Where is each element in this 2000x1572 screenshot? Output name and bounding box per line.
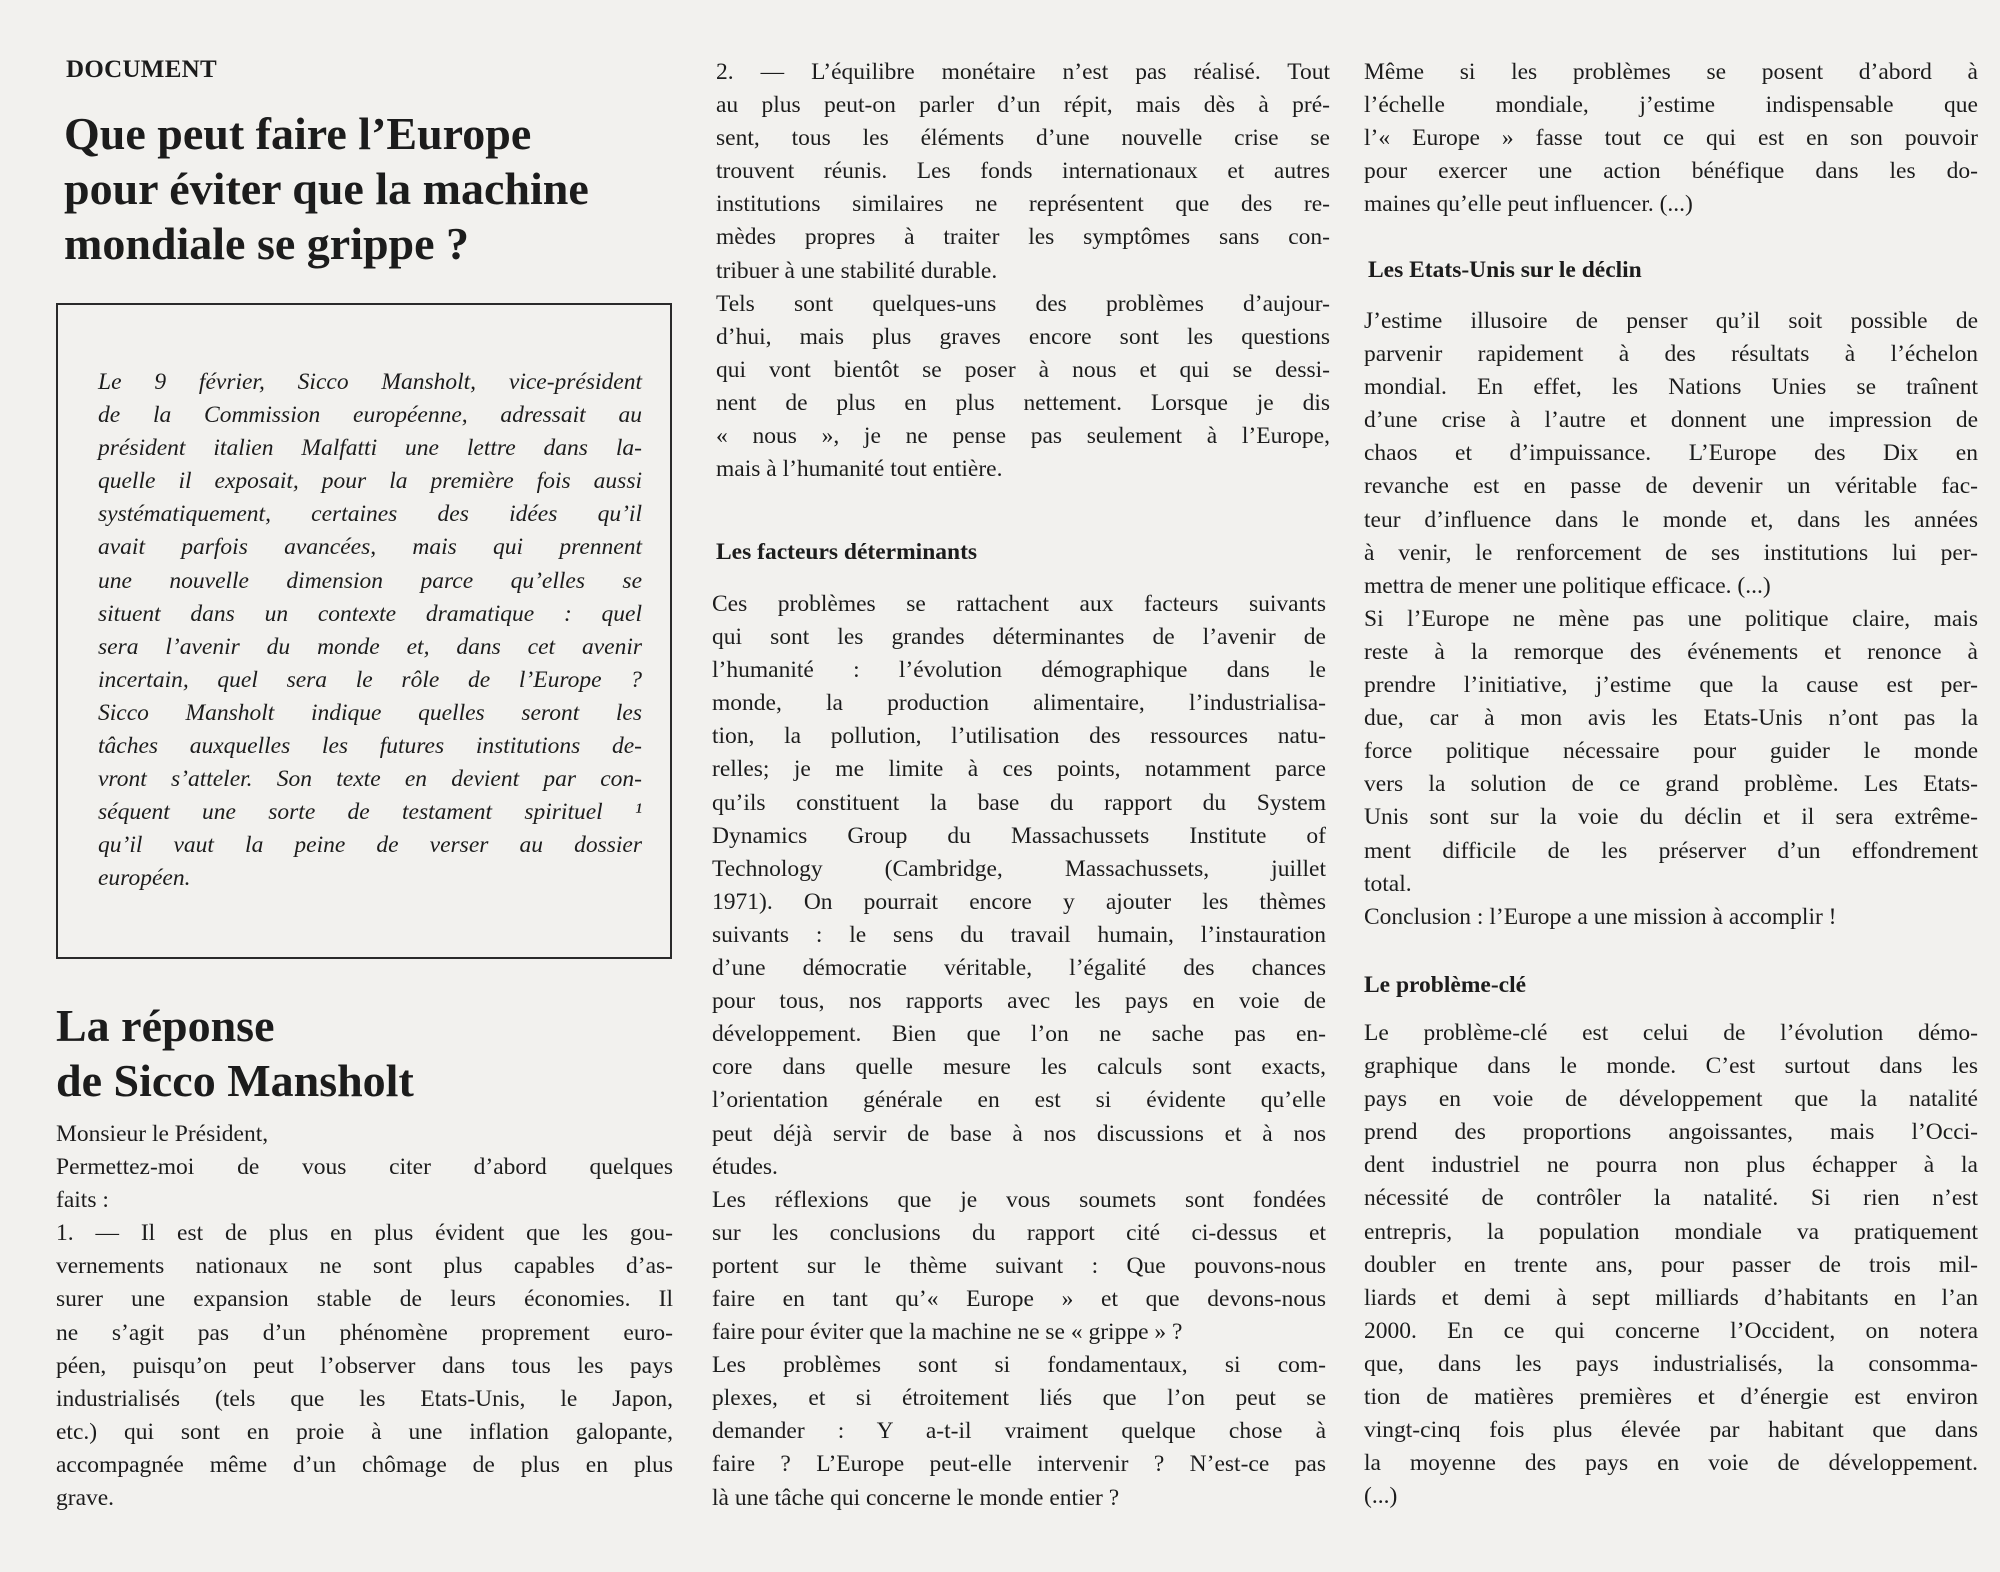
text-line: vers la solution de ce grand problème. Les Etats- xyxy=(1364,771,1978,798)
intro-box xyxy=(56,303,672,959)
intro-text xyxy=(98,366,642,896)
text-line: due, car à mon avis les Etats-Unis n’ont pas la xyxy=(1364,705,1978,732)
text-line: Monsieur le Président, xyxy=(56,1121,269,1147)
text-line: teur d’influence dans le monde et, dans les années xyxy=(1364,506,1978,533)
heading-probleme-cle: Le problème-clé xyxy=(1364,972,1527,998)
text-line: vingt-cinq fois plus élevée par habitant que dans xyxy=(1364,1417,1978,1444)
text-line: la moyenne des pays en voie de développement. xyxy=(1364,1450,1978,1477)
text-line: à venir, le renforcement de ses institutions lui per- xyxy=(1364,539,1978,566)
subtitle xyxy=(56,998,676,1108)
text-line: monde, la production alimentaire, l’industrialisa- xyxy=(712,690,1326,717)
text-line: sera l’avenir du monde et, dans cet avenir xyxy=(98,633,642,660)
text-line: ne s’agit pas d’un phénomène proprement euro- xyxy=(56,1319,673,1346)
text-line: Si l’Europe ne mène pas une politique claire, mais xyxy=(1364,605,1978,632)
text-line: peut déjà servir de base à nos discussions et à nos xyxy=(712,1120,1326,1147)
text-line: prend des proportions angoissantes, mais l’Occi- xyxy=(1364,1119,1978,1146)
text-line: core dans quelle mesure les calculs sont exacts, xyxy=(712,1054,1326,1081)
text-line: (...) xyxy=(1364,1483,1398,1510)
text-line: sent, tous les éléments d’une nouvelle crise se xyxy=(716,125,1330,152)
text-line: trouvent réunis. Les fonds internationaux et autres xyxy=(716,158,1330,185)
text-line: l’« Europe » fasse tout ce qui est en son pouvoir xyxy=(1364,125,1978,152)
text-line: prendre l’initiative, j’estime que la cause est per- xyxy=(1364,672,1978,699)
text-line: La réponse xyxy=(56,1000,275,1051)
text-line: que, dans les pays industrialisés, la consomma- xyxy=(1364,1350,1978,1377)
text-line: là une tâche qui concerne le monde entier ? xyxy=(712,1484,1120,1511)
text-line: graphique dans le monde. C’est surtout dans les xyxy=(1364,1053,1978,1080)
text-line: industrialisés (tels que les Etats-Unis, le Japon, xyxy=(56,1385,673,1412)
body-text-col2-top xyxy=(716,56,1330,486)
text-line: une nouvelle dimension parce qu’elles se xyxy=(98,567,642,594)
text-line: tribuer à une stabilité durable. xyxy=(716,257,998,284)
text-line: qu’il vaut la peine de verser au dossier xyxy=(98,832,642,859)
heading-etats-unis: Les Etats-Unis sur le déclin xyxy=(1368,257,1642,283)
text-line: séquent une sorte de testament spirituel ¹ xyxy=(98,799,642,826)
text-line: tâches auxquelles les futures institutions de- xyxy=(98,733,642,760)
text-line: faire en tant qu’« Europe » et que devons-nous xyxy=(712,1285,1326,1312)
text-line: reste à la remorque des événements et renonce à xyxy=(1364,638,1978,665)
body-text-col3-mid xyxy=(1364,305,1978,934)
text-line: Technology (Cambridge, Massachussets, juillet xyxy=(712,855,1326,882)
text-line: mèdes propres à traiter les symptômes sans con- xyxy=(716,224,1330,251)
text-line: total. xyxy=(1364,870,1412,897)
text-line: incertain, quel sera le rôle de l’Europe ? xyxy=(98,666,642,693)
text-line: Le 9 février, Sicco Mansholt, vice-président xyxy=(98,369,642,395)
text-line: mais à l’humanité tout entière. xyxy=(716,456,1003,483)
section-kicker: DOCUMENT xyxy=(66,56,218,83)
text-line: d’hui, mais plus graves encore sont les questions xyxy=(716,323,1330,350)
text-line: qui sont les grandes déterminantes de l’avenir de xyxy=(712,624,1326,651)
text-line: quelle il exposait, pour la première fois aussi xyxy=(98,468,642,495)
text-line: mettra de mener une politique efficace. (...) xyxy=(1364,572,1771,599)
text-line: études. xyxy=(712,1153,778,1180)
text-line: mondiale se grippe ? xyxy=(64,218,470,269)
text-line: l’orientation générale en est si évidente qu’elle xyxy=(712,1087,1326,1114)
text-line: tion de matières premières et d’énergie est environ xyxy=(1364,1384,1978,1411)
text-line: pays en voie de développement que la natalité xyxy=(1364,1086,1978,1113)
text-line: Le problème-clé est celui de l’évolution démo- xyxy=(1364,1020,1978,1046)
body-text-col1 xyxy=(56,1118,673,1515)
text-line: 1. — Il est de plus en plus évident que les gou- xyxy=(56,1220,673,1247)
text-line: Même si les problèmes se posent d’abord à xyxy=(1364,59,1978,85)
text-line: président italien Malfatti une lettre dans la- xyxy=(98,435,642,462)
text-line: Dynamics Group du Massachussets Institute of xyxy=(712,822,1326,849)
text-line: nent de plus en plus nettement. Lorsque je dis xyxy=(716,389,1330,416)
heading-facteurs: Les facteurs déterminants xyxy=(716,539,978,565)
body-text-col3-top xyxy=(1364,56,1978,221)
main-title xyxy=(64,106,684,271)
text-line: Sicco Mansholt indique quelles seront les xyxy=(98,699,642,726)
text-line: Que peut faire l’Europe xyxy=(64,108,532,159)
text-line: mondial. En effet, les Nations Unies se traînent xyxy=(1364,374,1978,401)
text-line: suivants : le sens du travail humain, l’instauration xyxy=(712,921,1326,948)
text-line: portent sur le thème suivant : Que pouvons-nous xyxy=(712,1252,1326,1279)
text-line: d’une démocratie véritable, l’égalité des chances xyxy=(712,955,1326,982)
text-line: avait parfois avancées, mais qui prennent xyxy=(98,534,642,561)
text-line: de Sicco Mansholt xyxy=(56,1055,414,1106)
text-line: demander : Y a-t-il vraiment quelque chose à xyxy=(712,1418,1326,1445)
text-line: force politique nécessaire pour guider le monde xyxy=(1364,738,1978,765)
text-line: dent industriel ne pourra non plus échapper à la xyxy=(1364,1152,1978,1179)
text-line: revanche est en passe de devenir un véritable fac- xyxy=(1364,473,1978,500)
body-text-col2 xyxy=(712,588,1326,1515)
text-line: faire ? L’Europe peut-elle intervenir ? N’est-ce pas xyxy=(712,1451,1326,1478)
text-line: institutions similaires ne représentent que des re- xyxy=(716,191,1330,218)
text-line: Conclusion : l’Europe a une mission à accomplir ! xyxy=(1364,903,1837,930)
text-line: Permettez-moi de vous citer d’abord quelques xyxy=(56,1154,673,1181)
text-line: 2000. En ce qui concerne l’Occident, on notera xyxy=(1364,1317,1978,1344)
text-line: au plus peut-on parler d’un répit, mais dès à pré- xyxy=(716,92,1330,119)
text-line: pour tous, nos rapports avec les pays en voie de xyxy=(712,988,1326,1015)
text-line: « nous », je ne pense pas seulement à l’Europe, xyxy=(716,423,1330,450)
text-line: chaos et d’impuissance. L’Europe des Dix en xyxy=(1364,440,1978,467)
text-line: Les problèmes sont si fondamentaux, si com- xyxy=(712,1352,1326,1379)
text-line: faire pour éviter que la machine ne se « grippe » ? xyxy=(712,1319,1183,1346)
text-line: qu’ils constituent la base du rapport du System xyxy=(712,789,1326,816)
text-line: doubler en trente ans, pour passer de trois mil- xyxy=(1364,1251,1978,1278)
text-line: nécessité de contrôler la natalité. Si rien n’est xyxy=(1364,1185,1978,1212)
text-line: l’humanité : l’évolution démographique dans le xyxy=(712,657,1326,684)
text-line: systématiquement, certaines des idées qu’il xyxy=(98,501,642,528)
text-line: situent dans un contexte dramatique : quel xyxy=(98,600,642,627)
text-line: Unis sont sur la voie du déclin et il sera extrême- xyxy=(1364,804,1978,831)
text-line: de la Commission européenne, adressait au xyxy=(98,402,642,429)
text-line: sur les conclusions du rapport cité ci-dessus et xyxy=(712,1219,1326,1246)
text-line: faits : xyxy=(56,1187,109,1214)
body-text-col3-bottom xyxy=(1364,1017,1978,1513)
text-line: européen. xyxy=(98,865,191,892)
text-line: tion, la pollution, l’utilisation des ressources natu- xyxy=(712,723,1326,750)
text-line: relles; je me limite à ces points, notamment parce xyxy=(712,756,1326,783)
text-line: vernements nationaux ne sont plus capables d’as- xyxy=(56,1253,673,1280)
text-line: surer une expansion stable de leurs économies. Il xyxy=(56,1286,673,1313)
text-line: liards et demi à sept milliards d’habitants en l’an xyxy=(1364,1284,1978,1311)
text-line: péen, puisqu’on peut l’observer dans tous les pays xyxy=(56,1352,673,1379)
text-line: vront s’atteler. Son texte en devient par con- xyxy=(98,766,642,793)
text-line: l’échelle mondiale, j’estime indispensable que xyxy=(1364,92,1978,119)
text-line: 1971). On pourrait encore y ajouter les thèmes xyxy=(712,888,1326,915)
text-line: Tels sont quelques-uns des problèmes d’aujour- xyxy=(716,290,1330,317)
text-line: 2. — L’équilibre monétaire n’est pas réalisé. Tout xyxy=(716,59,1330,85)
text-line: etc.) qui sont en proie à une inflation galopante, xyxy=(56,1418,673,1445)
text-line: pour exercer une action bénéfique dans les do- xyxy=(1364,158,1978,185)
text-line: maines qu’elle peut influencer. (...) xyxy=(1364,191,1693,218)
text-line: qui vont bientôt se poser à nous et qui se dessi- xyxy=(716,356,1330,383)
text-line: J’estime illusoire de penser qu’il soit possible de xyxy=(1364,308,1978,334)
text-line: pour éviter que la machine xyxy=(64,163,589,214)
text-line: Les réflexions que je vous soumets sont fondées xyxy=(712,1186,1326,1213)
text-line: grave. xyxy=(56,1485,115,1512)
text-line: accompagnée même d’un chômage de plus en plus xyxy=(56,1451,673,1478)
text-line: d’une crise à l’autre et donnent une impression de xyxy=(1364,407,1978,434)
text-line: Ces problèmes se rattachent aux facteurs suivants xyxy=(712,591,1326,617)
text-line: plexes, et si étroitement liés que l’on peut se xyxy=(712,1385,1326,1412)
text-line: entrepris, la population mondiale va pratiquement xyxy=(1364,1218,1978,1245)
text-line: ment difficile de les préserver d’un effondrement xyxy=(1364,837,1978,864)
text-line: parvenir rapidement à des résultats à l’échelon xyxy=(1364,341,1978,368)
text-line: développement. Bien que l’on ne sache pas en- xyxy=(712,1021,1326,1048)
